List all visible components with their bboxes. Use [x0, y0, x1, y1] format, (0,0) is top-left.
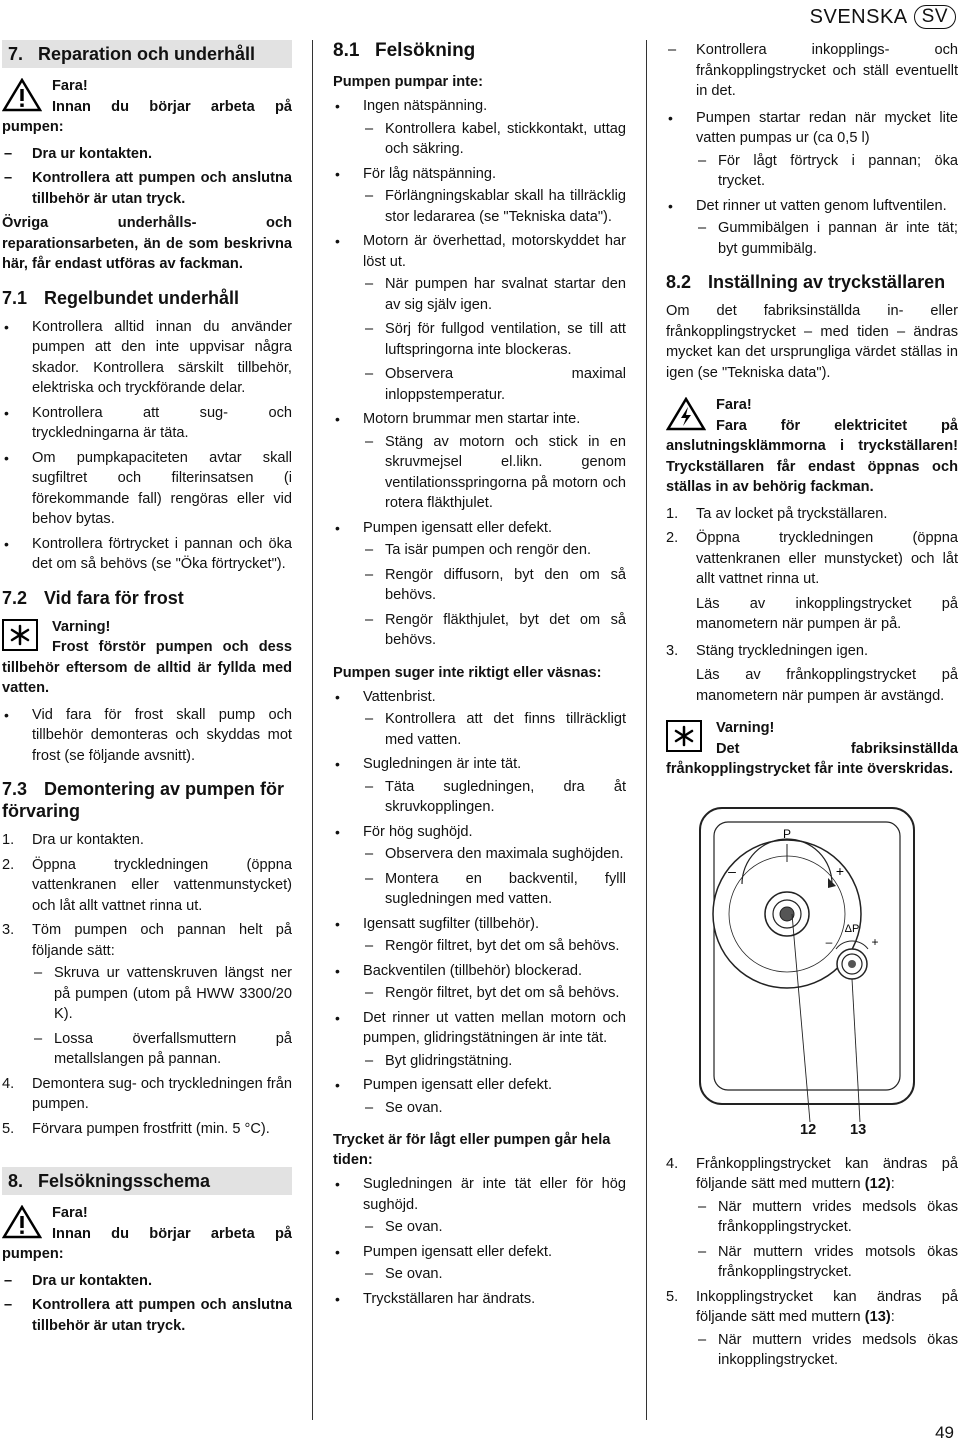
list-item: 4. Demontera sug- och tryckledningen från pumpen.	[2, 1075, 292, 1112]
frost-warning: Varning! Frost förstör pumpen och dess tillbehör eftersom de alltid är fyllda med vatten.	[2, 618, 292, 696]
list-item: – Rengör diffusorn, byt den om så behövs.	[363, 565, 626, 606]
callout-13: 13	[850, 1121, 867, 1138]
list-item: • Motorn är överhettad, motorskyddet har löst ut. – När pumpen har svalnat startar den av sig själv igen. – Sörj för fullgod ventilation, se till att luftspringorna inte blockeras. – Observera maximal inloppstemperatur.	[333, 231, 626, 405]
list-item: • Motorn brummar men startar inte. – Stäng av motorn och stick in en skruvmejsel el.likn. genom ventilationsspringorna på motorn och rotera fläkthjulet.	[333, 409, 626, 514]
list-item: 2. Öppna tryckledningen (öppna vattenkranen eller vattenmunstycket) och låt allt vattnet rinna ut.	[2, 856, 292, 914]
list-item: • Pumpen startar redan när mycket lite vatten pumpas ur (ca 0,5 l) – För lågt förtryck i pannan; öka trycket.	[666, 108, 958, 192]
list-item: • Backventilen (tillbehör) blockerad. – Rengör filtret, byt det om så behövs.	[333, 961, 626, 1004]
section-8-2-heading: 8.2 Inställning av tryckställaren	[666, 272, 946, 292]
column-right	[666, 40, 958, 1375]
list-item: – Byt glidringstätning.	[363, 1051, 626, 1072]
list-item: – Kontrollera inkopplings- och frånkopplingstrycket och ställ eventuellt in det.	[666, 40, 958, 102]
troubleshoot-list-1	[333, 96, 626, 651]
list-item: – Förlängningskablar skall ha tillräcklig stor ledararea (se "Tekniska data").	[363, 186, 626, 227]
fackman-note: Övriga underhålls- och reparationsarbeten, än de som beskrivna här, får endast utföras av fackman.	[2, 215, 292, 272]
list-item: – Skruva ur vattenskruven längst ner på pumpen (utom på HWW 3300/20 K).	[32, 963, 292, 1025]
figure-label-minus-2: –	[825, 934, 833, 949]
list-item: 2. Öppna tryckledningen (öppna vattenkranen eller munstycket) och låt allt vattnet rinna ut.	[666, 530, 958, 587]
list-item: • Om pumpkapaciteten avtar skall sugfiltret och filterinsatsen (i förekommande fall) rengöras eller vid behov bytas.	[2, 448, 292, 530]
step-note: Läs av frånkopplingstrycket på manometern när pumpen är avstängd.	[696, 667, 958, 704]
pressure-warning: Varning! Det fabriksinställda frånkopplingstrycket får inte överskridas.	[666, 720, 958, 777]
group-heading: Trycket är för lågt eller pumpen går hela tiden:	[333, 1132, 611, 1168]
list-item: • Sugledningen är inte tät eller för hög sughöjd. – Se ovan.	[333, 1174, 626, 1238]
list-item: 3. Stäng tryckledningen igen.	[666, 642, 868, 659]
group-heading: Pumpen suger inte riktigt eller väsnas:	[333, 664, 602, 681]
column-divider	[646, 40, 647, 1420]
list-item: – Se ovan.	[363, 1098, 626, 1119]
warning-triangle-icon	[2, 78, 42, 112]
section-7-1-heading: 7.1 Regelbundet underhåll	[2, 287, 240, 308]
page-number: 49	[935, 1422, 954, 1442]
list-item: • Pumpen igensatt eller defekt. – Se ovan.	[333, 1242, 626, 1285]
list-item: – Kontrollera att pumpen och anslutna tillbehör är utan tryck.	[2, 168, 292, 209]
danger-2-list	[2, 1271, 292, 1337]
list-item: – Rengör filtret, byt det om så behövs.	[363, 983, 626, 1004]
callout-12: 12	[800, 1121, 817, 1138]
list-item: – Dra ur kontakten.	[2, 1271, 292, 1292]
list-item: – Rengör fläkthjulet, byt det om så behövs.	[363, 610, 626, 651]
pressure-switch-figure	[692, 804, 922, 1134]
list-item: – När muttern vrides motsols ökas frånkopplingstrycket.	[696, 1242, 958, 1283]
list-item: – Täta sugledningen, dra åt skruvkopplingen.	[363, 777, 626, 818]
list-item: – Lossa överfallsmuttern på metallslangen på pannan.	[32, 1029, 292, 1070]
list-item: – Kontrollera att pumpen och anslutna tillbehör är utan tryck.	[2, 1295, 292, 1336]
section-8-1-heading: 8.1 Felsökning	[333, 40, 476, 61]
figure-label-p: P	[782, 826, 792, 841]
column-divider	[312, 40, 313, 1420]
danger-1-list	[2, 144, 292, 210]
list-item: – Se ovan.	[363, 1217, 626, 1238]
list-item: – Observera maximal inloppstemperatur.	[363, 364, 626, 405]
column-left	[2, 40, 292, 1340]
list-item: • Det rinner ut vatten mellan motorn och pumpen, glidringstätningen är inte tät. – Byt glidringstätning.	[333, 1008, 626, 1072]
list-item: • Ingen nätspänning. – Kontrollera kabel, stickkontakt, uttag och säkring.	[333, 96, 626, 160]
column-middle	[333, 40, 626, 1313]
troubleshoot-list-2	[333, 687, 626, 1119]
list-item: • Kontrollera alltid innan du använder pumpen att den inte uppvisar några skador. Kontrollera särskilt tillbehör, elektriska och tryckförande delar.	[2, 317, 292, 399]
section-7-heading: 7. Reparation och underhåll	[2, 40, 292, 68]
language-name: SVENSKA	[809, 6, 908, 28]
list-item: 4. Frånkopplingstrycket kan ändras på följande sätt med muttern (12): – När muttern vrides medsols ökas frånkopplingstrycket. – När muttern vrides motsols ökas frånkopplingstrycket.	[666, 1154, 958, 1283]
section-7-3-heading: 7.3 Demontering av pumpen för förvaring	[2, 779, 285, 821]
list-item: 1. Dra ur kontakten.	[2, 832, 144, 848]
warning-triangle-icon	[2, 1205, 42, 1239]
list-item: – Observera den maximala sughöjden.	[363, 844, 626, 865]
frost-warning-icon	[666, 720, 702, 752]
list-item: – Rengör filtret, byt det om så behövs.	[363, 936, 626, 957]
step-note: Läs av inkopplingstrycket på manometern när pumpen är på.	[696, 595, 958, 632]
list-item: • Pumpen igensatt eller defekt. – Se ovan.	[333, 1075, 626, 1118]
danger-notice-1: Fara! Innan du börjar arbeta på pumpen:	[2, 78, 292, 135]
list-item: – När pumpen har svalnat startar den av sig själv igen.	[363, 274, 626, 315]
list-item: • Det rinner ut vatten genom luftventilen. – Gummibälgen i pannan är inte tät; byt gummibälg.	[666, 196, 958, 260]
storage-steps	[2, 830, 292, 1139]
electricity-warning-icon	[666, 397, 706, 431]
list-item: – Sörj för fullgod ventilation, se till att luftspringorna inte blockeras.	[363, 319, 626, 360]
language-code-badge: SV	[914, 5, 956, 29]
list-item: • Pumpen igensatt eller defekt. – Ta isär pumpen och rengör den. – Rengör diffusorn, byt den om så behövs. – Rengör fläkthjulet, byt det om så behövs.	[333, 518, 626, 651]
list-item: • För låg nätspänning. – Förlängningskablar skall ha tillräcklig stor ledararea (se "Tekniska data").	[333, 164, 626, 228]
list-item: • Tryckställaren har ändrats.	[333, 1289, 626, 1310]
list-item: – Dra ur kontakten.	[2, 144, 292, 165]
section-7-2-heading: 7.2 Vid fara för frost	[2, 587, 184, 608]
list-item: – Gummibälgen i pannan är inte tät; byt gummibälg.	[696, 218, 958, 259]
troubleshoot-list-3	[333, 1174, 626, 1309]
list-item: – Se ovan.	[363, 1264, 626, 1285]
electric-danger-notice: Fara! Fara för elektricitet på anslutningsklämmorna i tryckställaren! Tryckställaren får endast öppnas och ställas in av behörig fackman.	[666, 397, 958, 495]
list-item: – För lågt förtryck i pannan; öka trycket.	[696, 151, 958, 192]
frost-warning-icon	[2, 619, 38, 651]
list-item: – Ta isär pumpen och rengör den.	[363, 540, 626, 561]
section-8-2-intro: Om det fabriksinställda in- eller frånkopplingstrycket – med tiden – ändras mycket kan det ursprungliga värdet ställas in igen (se "Tekniska data").	[666, 303, 958, 381]
list-item: 5. Förvara pumpen frostfritt (min. 5 °C).	[2, 1120, 270, 1137]
figure-callouts	[666, 1120, 958, 1144]
figure-label-delta-p: ΔP	[844, 922, 860, 935]
list-item: • Kontrollera förtrycket i pannan och öka det om så behövs (se "Öka förtrycket").	[2, 534, 292, 575]
figure-label-minus: –	[728, 862, 736, 879]
figure-label-plus: +	[835, 862, 845, 879]
list-item: – När muttern vrides medsols ökas frånkopplingstrycket.	[696, 1197, 958, 1238]
adjust-steps-2	[666, 1154, 958, 1371]
list-item: 5. Inkopplingstrycket kan ändras på följande sätt med muttern (13): – När muttern vrides medsols ökas inkopplingstrycket.	[666, 1287, 958, 1371]
list-item: – Stäng av motorn och stick in en skruvmejsel el.likn. genom ventilationsspringorna på motorn och rotera fläkthjulet.	[363, 432, 626, 514]
continued-list	[666, 40, 958, 102]
adjust-steps-1	[666, 504, 958, 590]
list-item: • Sugledningen är inte tät. – Täta sugledningen, dra åt skruvkopplingen.	[333, 754, 626, 818]
language-header	[810, 5, 956, 29]
list-item: • Igensatt sugfilter (tillbehör). – Rengör filtret, byt det om så behövs.	[333, 914, 626, 957]
list-item: – Kontrollera kabel, stickkontakt, uttag och säkring.	[363, 119, 626, 160]
figure-label-plus-2: +	[871, 934, 879, 949]
list-item: – Kontrollera att det finns tillräckligt med vatten.	[363, 709, 626, 750]
danger-notice-2: Fara! Innan du börjar arbeta på pumpen:	[2, 1205, 292, 1262]
list-item: • För hög sughöjd. – Observera den maximala sughöjden. – Montera en backventil, fylll sugledningen med vatten.	[333, 822, 626, 910]
list-item: – När muttern vrides medsols ökas inkopplingstrycket.	[696, 1330, 958, 1371]
list-item: 1. Ta av locket på tryckställaren.	[666, 505, 888, 522]
section-8-heading: 8. Felsökningsschema	[2, 1167, 292, 1195]
frost-list	[2, 705, 292, 767]
list-item: • Kontrollera att sug- och tryckledningarna är täta.	[2, 403, 292, 444]
list-item: • Vattenbrist. – Kontrollera att det finns tillräckligt med vatten.	[333, 687, 626, 751]
list-item: – Montera en backventil, fylll sugledningen med vatten.	[363, 869, 626, 910]
maintenance-list	[2, 317, 292, 575]
list-item: • Vid fara för frost skall pump och tillbehör demonteras och skyddas mot frost (se följande avsnitt).	[2, 705, 292, 767]
pressure-bullets	[666, 108, 958, 260]
list-item: 3. Töm pumpen och pannan helt på följande sätt: – Skruva ur vattenskruven längst ner på pumpen (utom på HWW 3300/20 K). – Lossa överfallsmuttern på metallslangen på pannan.	[2, 920, 292, 1070]
group-heading: Pumpen pumpar inte:	[333, 74, 483, 90]
